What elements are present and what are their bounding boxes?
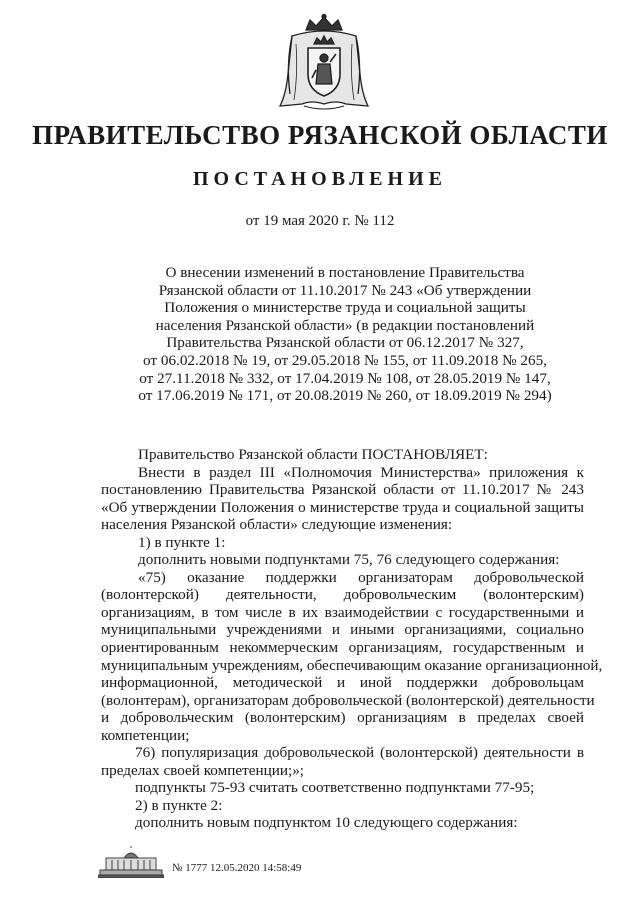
body-line: дополнить новым подпунктом 10 следующего содержания: xyxy=(135,814,518,832)
body-line: (волонтерам), организаторам добровольческой (волонтерской) деятельности xyxy=(101,691,595,709)
body-line: информационной, методической и иной поддержки добровольцам xyxy=(101,674,584,692)
body-line: организациям, в том числе в их взаимодействии с государственными и xyxy=(101,603,584,621)
body-line: пределах своей компетенции;»; xyxy=(101,761,305,779)
document-footer xyxy=(98,846,438,880)
body-line: муниципальным учреждениям, обеспечивающим оказание организационной, xyxy=(101,656,603,674)
body-line: «75) оказание поддержки организаторам добровольческой xyxy=(138,568,584,586)
body-line: компетенции; xyxy=(101,726,190,744)
document-body xyxy=(101,446,603,832)
body-line: 2) в пункте 2: xyxy=(135,796,223,814)
heading-line: Положения о министерстве труда и социальной защиты xyxy=(164,299,526,317)
document-date-number: от 19 мая 2020 г. № 112 xyxy=(245,213,395,229)
heading-line: О внесении изменений в постановление Правительства xyxy=(165,264,525,281)
government-title: ПРАВИТЕЛЬСТВО РЯЗАНСКОЙ ОБЛАСТИ xyxy=(32,120,608,150)
body-line: Внести в раздел III «Полномочия Министерства» приложения к xyxy=(138,463,584,481)
body-line: «Об утверждении Положения о министерстве труда и социальной защиты xyxy=(101,498,584,516)
body-line: населения Рязанской области» следующие изменения: xyxy=(101,516,453,534)
heading-line: населения Рязанской области» (в редакции постановлений xyxy=(155,316,535,334)
heading-line: от 06.02.2018 № 19, от 29.05.2018 № 155, от 11.09.2018 № 265, xyxy=(143,351,547,369)
document-heading xyxy=(110,264,580,405)
building-stamp-icon xyxy=(98,846,164,878)
registration-number: № 1777 12.05.2020 14:58:49 xyxy=(172,862,302,874)
body-line: Правительство Рязанской области ПОСТАНОВЛЯЕТ: xyxy=(138,446,488,463)
body-line: муниципальными учреждениями и иными организациями, социально xyxy=(101,621,584,639)
body-line: дополнить новыми подпунктами 75, 76 следующего содержания: xyxy=(138,551,560,569)
body-line: постановлению Правительства Рязанской области от 11.10.2017 № 243 xyxy=(101,481,584,499)
document-type: ПОСТАНОВЛЕНИЕ xyxy=(193,168,447,190)
heading-line: от 27.11.2018 № 332, от 17.04.2019 № 108, от 28.05.2019 № 147, xyxy=(139,369,551,387)
body-line: подпункты 75-93 считать соответственно подпунктами 77-95; xyxy=(135,779,535,797)
heading-line: Правительства Рязанской области от 06.12.2017 № 327, xyxy=(166,334,524,352)
body-line: и добровольческим (волонтерским) организациям в пределах своей xyxy=(101,709,584,727)
body-line: 1) в пункте 1: xyxy=(138,533,226,551)
heading-line: от 17.06.2019 № 171, от 20.08.2019 № 260, от 18.09.2019 № 294) xyxy=(138,387,552,405)
body-line: (волонтерской) деятельности, добровольческим (волонтерским) xyxy=(101,586,584,604)
body-line: ориентированным некоммерческим организациям, государственным и xyxy=(101,639,584,657)
body-line: 76) популяризация добровольческой (волонтерской) деятельности в xyxy=(135,744,584,762)
heading-line: Рязанской области от 11.10.2017 № 243 «Об утверждении xyxy=(158,281,532,299)
coat-of-arms-emblem xyxy=(276,14,372,114)
